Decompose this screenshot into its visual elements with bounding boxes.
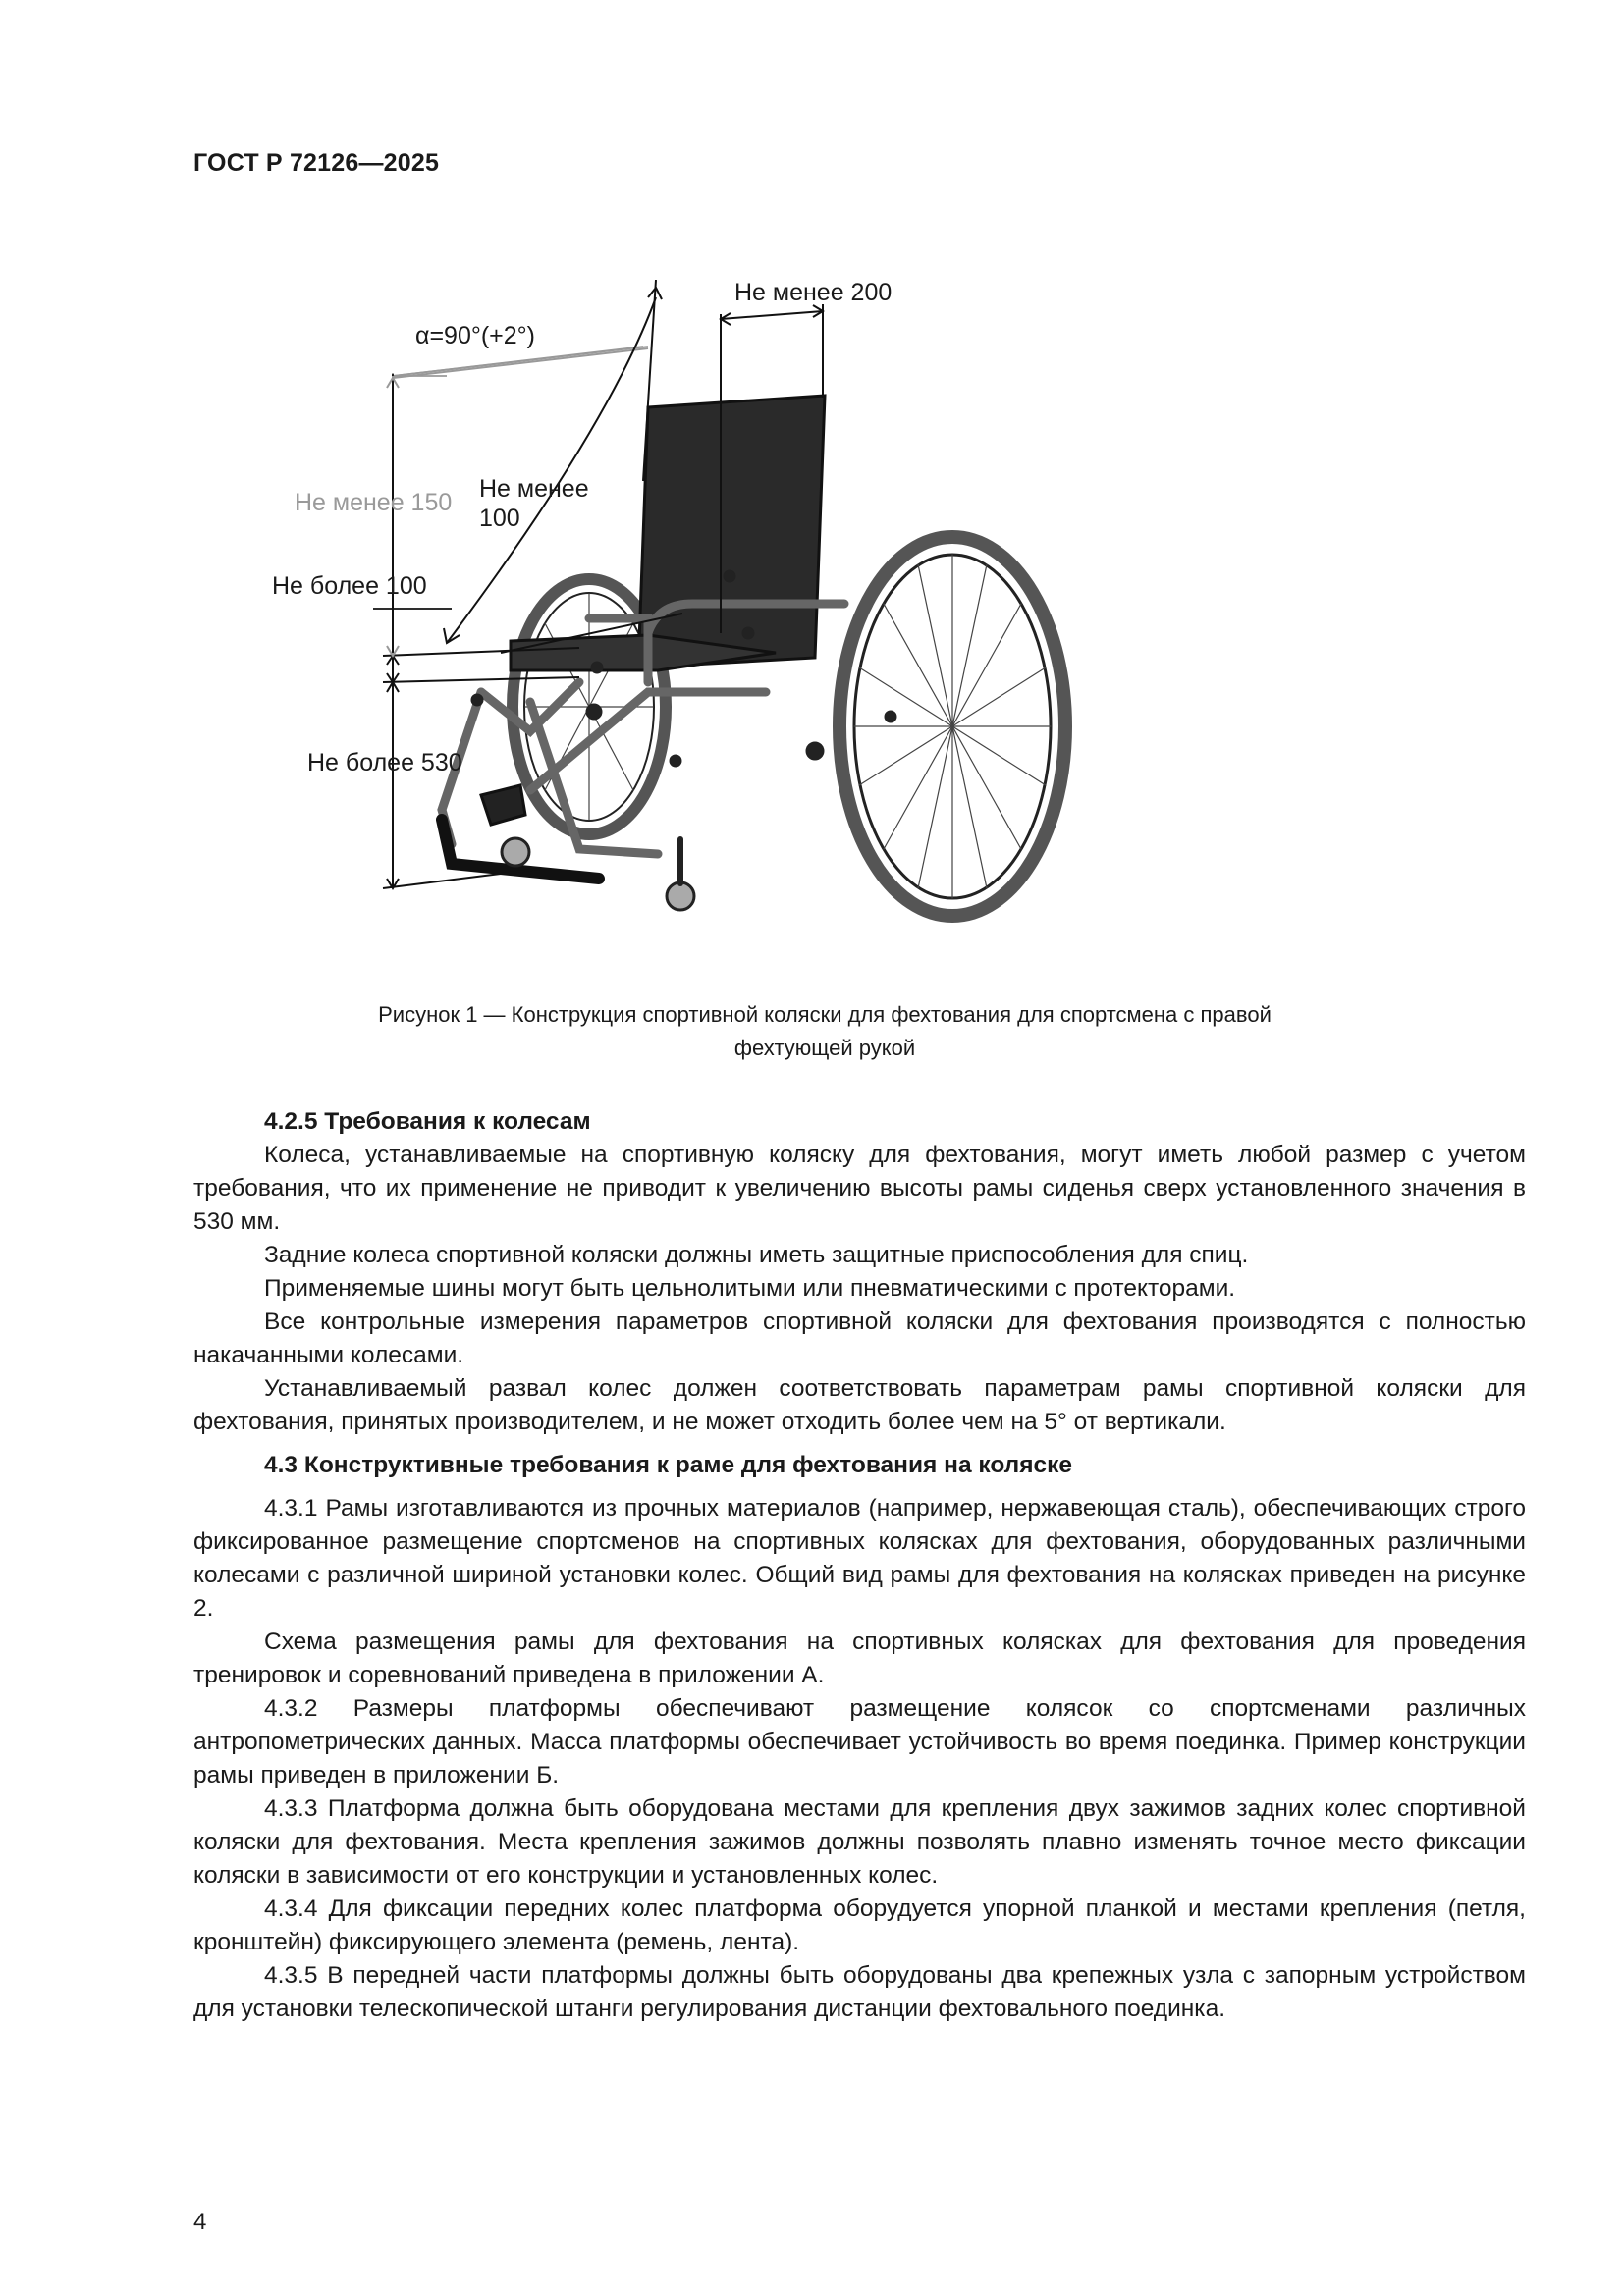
paragraph: Колеса, устанавливаемые на спортивную коляску для фехтования, могут иметь любой размер с учетом требования, что их применение не приводит к увеличению высоты рамы сиденья сверх установленного значения в 530 мм.	[193, 1142, 1526, 1235]
document-body	[193, 1105, 1526, 2026]
dimension-label-max100: Не более 100	[272, 572, 427, 600]
paragraph: Задние колеса спортивной коляски должны иметь защитные приспособления для спиц.	[264, 1242, 1249, 1268]
paragraph: Применяемые шины могут быть цельнолитыми или пневматическими с протекторами.	[264, 1275, 1236, 1302]
section-heading-4-3: 4.3 Конструктивные требования к раме для фехтования на коляске	[264, 1452, 1073, 1478]
figure-caption-line2: фехтующей рукой	[733, 1036, 916, 1060]
section-heading-4-2-5: 4.2.5 Требования к колесам	[264, 1108, 591, 1135]
paragraph: Устанавливаемый развал колес должен соответствовать параметрам рамы спортивной коляски для фехтования, принятых производителем, и не может отходить более чем на 5° от вертикали.	[193, 1375, 1526, 1435]
dimension-label-min150: Не менее 150	[295, 489, 453, 516]
dimension-label-max530: Не более 530	[307, 749, 462, 776]
dimension-label-min200: Не менее 200	[734, 279, 893, 306]
figure-1	[272, 279, 1335, 977]
paragraph: Все контрольные измерения параметров спортивной коляски для фехтования производятся с полностью накачанными колесами.	[193, 1308, 1526, 1368]
figure-caption	[314, 998, 1335, 1065]
page-number: 4	[193, 2209, 207, 2235]
paragraph: 4.3.1 Рамы изготавливаются из прочных материалов (например, нержавеющая сталь), обеспечивающих строго фиксированное размещение спортсменов на спортивных колясках для фехтования, оборудованных различными колесами с различной шириной установки колес. Общий вид рамы для фехтования на колясках приведен на рисунке 2.	[193, 1495, 1526, 1622]
dimension-label-min100-line2: 100	[479, 505, 520, 532]
dimension-label-min100-line1: Не менее	[479, 475, 589, 503]
document-code-header: ГОСТ Р 72126—2025	[193, 149, 440, 177]
wheelchair-illustration-icon	[353, 280, 1335, 977]
paragraph: 4.3.3 Платформа должна быть оборудована местами для крепления двух зажимов задних колес спортивной коляски для фехтования. Места крепления зажимов должны позволять плавно изменять точное место фиксации коляски в зависимости от его конструкции и установленных колес.	[193, 1795, 1526, 1889]
paragraph: 4.3.2 Размеры платформы обеспечивают размещение колясок со спортсменами различных антропометрических данных. Масса платформы обеспечивает устойчивость во время поединка. Пример конструкции рамы приведен в приложении Б.	[193, 1695, 1526, 1789]
figure-caption-line1: Рисунок 1 — Конструкция спортивной коляски для фехтования для спортсмена с правой	[378, 1002, 1272, 1027]
dimension-label-alpha: α=90°(+2°)	[415, 322, 536, 349]
paragraph: Схема размещения рамы для фехтования на спортивных колясках для фехтования для проведения тренировок и соревнований приведена в приложении А.	[193, 1629, 1526, 1688]
paragraph: 4.3.5 В передней части платформы должны быть оборудованы два крепежных узла с запорным устройством для установки телескопической штанги регулирования дистанции фехтовального поединка.	[193, 1962, 1526, 2022]
paragraph: 4.3.4 Для фиксации передних колес платформа оборудуется упорной планкой и местами крепления (петля, кронштейн) фиксирующего элемента (ремень, лента).	[193, 1896, 1526, 1955]
